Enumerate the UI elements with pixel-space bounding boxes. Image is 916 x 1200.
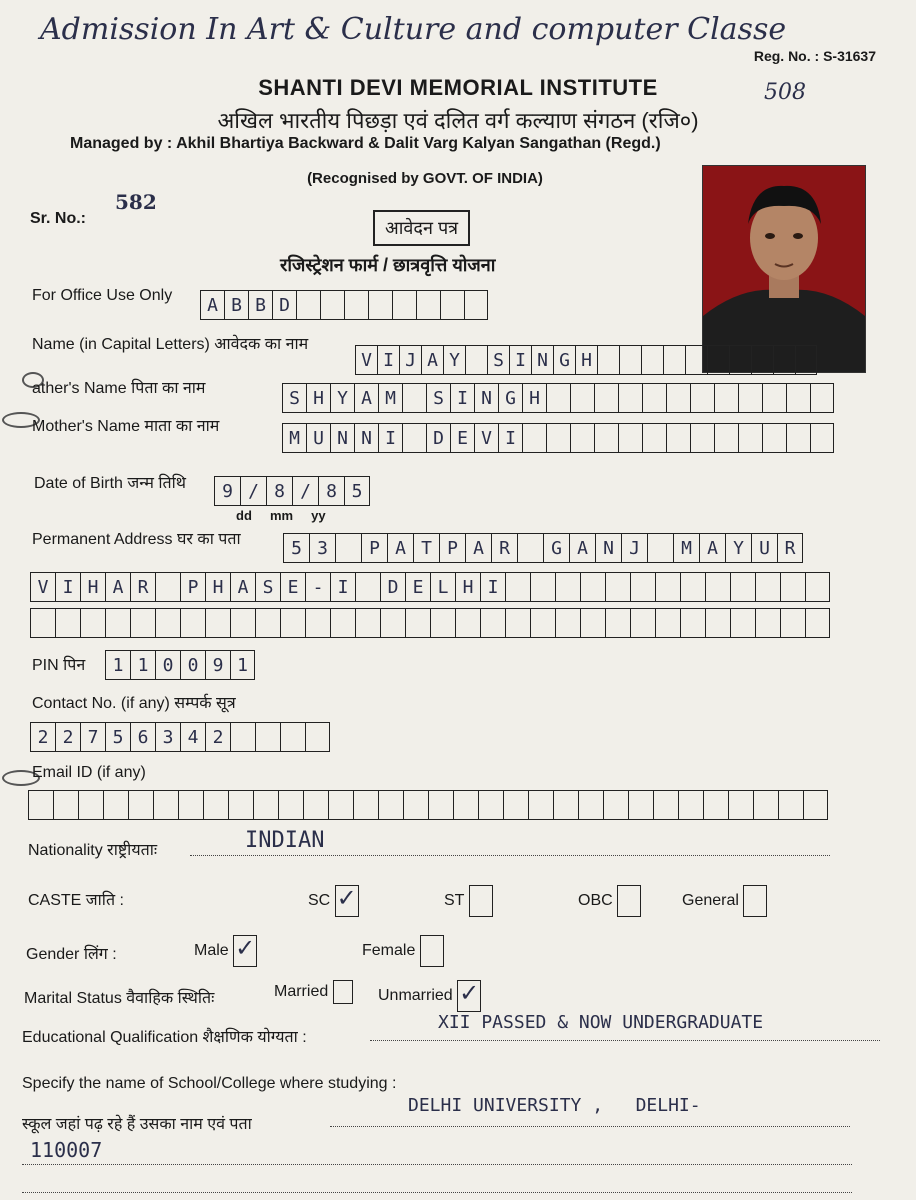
char-box[interactable]: [618, 383, 642, 413]
char-box[interactable]: H: [306, 383, 330, 413]
marital-unmarried-checkbox[interactable]: ✓: [457, 980, 481, 1012]
char-box[interactable]: [546, 383, 570, 413]
school-label-en: Specify the name of School/College where studying :: [22, 1075, 397, 1092]
char-box[interactable]: 4: [180, 722, 205, 752]
char-box[interactable]: [707, 345, 729, 375]
caste-sc[interactable]: [308, 885, 359, 917]
name-boxes[interactable]: [355, 345, 817, 375]
char-box[interactable]: N: [595, 533, 621, 563]
char-box[interactable]: E: [405, 572, 430, 602]
address-label: Permanent Address घर का पता: [32, 531, 241, 548]
caste-st[interactable]: [444, 885, 493, 917]
caste-sc-label: SC: [308, 892, 331, 910]
gender-male-label: Male: [194, 942, 229, 960]
char-box[interactable]: [103, 790, 128, 820]
char-box[interactable]: [680, 572, 705, 602]
char-box[interactable]: 6: [130, 722, 155, 752]
char-box[interactable]: [378, 790, 403, 820]
char-box[interactable]: [228, 790, 253, 820]
gender-male-checkbox[interactable]: ✓: [233, 935, 257, 967]
school-line3: [22, 1192, 852, 1193]
char-box[interactable]: [530, 608, 555, 638]
caste-obc-checkbox[interactable]: [617, 885, 641, 917]
char-box[interactable]: [786, 423, 810, 453]
char-box[interactable]: [180, 608, 205, 638]
email-label: Email ID (if any): [32, 764, 146, 781]
char-box[interactable]: H: [522, 383, 546, 413]
address-line1-boxes[interactable]: [283, 533, 803, 563]
gender-female[interactable]: [362, 935, 444, 967]
char-box[interactable]: [680, 608, 705, 638]
email-boxes[interactable]: [28, 790, 828, 820]
char-box[interactable]: 1: [230, 650, 255, 680]
char-box[interactable]: P: [439, 533, 465, 563]
dob-label: Date of Birth जन्म तिथि: [34, 475, 186, 492]
char-box[interactable]: [230, 608, 255, 638]
char-box[interactable]: R: [130, 572, 155, 602]
char-box[interactable]: B: [248, 290, 272, 320]
char-box[interactable]: M: [282, 423, 306, 453]
char-box[interactable]: [205, 608, 230, 638]
char-box[interactable]: [505, 608, 530, 638]
char-box[interactable]: [728, 790, 753, 820]
marital-married[interactable]: [274, 980, 353, 1004]
char-box[interactable]: [440, 290, 464, 320]
char-box[interactable]: S: [255, 572, 280, 602]
char-box[interactable]: A: [230, 572, 255, 602]
char-box[interactable]: [778, 790, 803, 820]
char-box[interactable]: 3: [309, 533, 335, 563]
char-box[interactable]: R: [491, 533, 517, 563]
char-box[interactable]: [405, 608, 430, 638]
char-box[interactable]: [320, 290, 344, 320]
char-box[interactable]: [178, 790, 203, 820]
contact-boxes[interactable]: [30, 722, 330, 752]
char-box[interactable]: U: [306, 423, 330, 453]
char-box[interactable]: I: [330, 572, 355, 602]
char-box[interactable]: [546, 423, 570, 453]
school-value2[interactable]: 110007: [30, 1138, 103, 1162]
gender-female-checkbox[interactable]: [420, 935, 444, 967]
reg-handwritten: 508: [764, 80, 806, 105]
char-box[interactable]: I: [377, 345, 399, 375]
char-box[interactable]: [296, 290, 320, 320]
char-box[interactable]: S: [426, 383, 450, 413]
char-box[interactable]: [630, 572, 655, 602]
char-box[interactable]: [416, 290, 440, 320]
char-box[interactable]: 2: [30, 722, 55, 752]
char-box[interactable]: H: [455, 572, 480, 602]
char-box[interactable]: [517, 533, 543, 563]
char-box[interactable]: /: [292, 476, 318, 506]
char-box[interactable]: [810, 383, 834, 413]
char-box[interactable]: [305, 722, 330, 752]
char-box[interactable]: T: [413, 533, 439, 563]
char-box[interactable]: [630, 608, 655, 638]
school-value1[interactable]: DELHI UNIVERSITY , DELHI-: [408, 1095, 701, 1116]
char-box[interactable]: [642, 423, 666, 453]
char-box[interactable]: [464, 290, 488, 320]
address-line2-boxes[interactable]: [30, 572, 830, 602]
char-box[interactable]: [580, 572, 605, 602]
char-box[interactable]: I: [498, 423, 522, 453]
char-box[interactable]: [128, 790, 153, 820]
char-box[interactable]: [666, 423, 690, 453]
address-line3-boxes[interactable]: [30, 608, 830, 638]
char-box[interactable]: 5: [344, 476, 370, 506]
char-box[interactable]: [28, 790, 53, 820]
school-line1: [330, 1126, 850, 1127]
char-box[interactable]: [730, 608, 755, 638]
nationality-label: Nationality राष्ट्रीयताः: [28, 842, 158, 859]
char-box[interactable]: [738, 383, 762, 413]
char-box[interactable]: 0: [180, 650, 205, 680]
char-box[interactable]: [762, 383, 786, 413]
char-box[interactable]: [738, 423, 762, 453]
char-box[interactable]: [255, 608, 280, 638]
char-box[interactable]: [751, 345, 773, 375]
char-box[interactable]: 1: [130, 650, 155, 680]
char-box[interactable]: [678, 790, 703, 820]
char-box[interactable]: [505, 572, 530, 602]
char-box[interactable]: I: [378, 423, 402, 453]
mother-label: Mother's Name माता का नाम: [32, 418, 220, 435]
char-box[interactable]: [705, 572, 730, 602]
char-box[interactable]: N: [531, 345, 553, 375]
char-box[interactable]: [594, 423, 618, 453]
char-box[interactable]: [597, 345, 619, 375]
caste-general[interactable]: [682, 885, 767, 917]
char-box[interactable]: [780, 608, 805, 638]
char-box[interactable]: 3: [155, 722, 180, 752]
char-box[interactable]: [705, 608, 730, 638]
char-box[interactable]: [730, 572, 755, 602]
gender-male[interactable]: [194, 935, 257, 967]
char-box[interactable]: V: [30, 572, 55, 602]
char-box[interactable]: [155, 572, 180, 602]
char-box[interactable]: [703, 790, 728, 820]
char-box[interactable]: [480, 608, 505, 638]
char-box[interactable]: N: [354, 423, 378, 453]
char-box[interactable]: S: [282, 383, 306, 413]
char-box[interactable]: [530, 572, 555, 602]
char-box[interactable]: [130, 608, 155, 638]
char-box[interactable]: [555, 572, 580, 602]
char-box[interactable]: [685, 345, 707, 375]
char-box[interactable]: [619, 345, 641, 375]
caste-general-label: General: [682, 892, 739, 910]
char-box[interactable]: [335, 533, 361, 563]
char-box[interactable]: [278, 790, 303, 820]
char-box[interactable]: [80, 608, 105, 638]
char-box[interactable]: G: [553, 345, 575, 375]
marital-unmarried[interactable]: [378, 980, 481, 1012]
char-box[interactable]: [203, 790, 228, 820]
char-box[interactable]: [330, 608, 355, 638]
nationality-line: [190, 855, 830, 856]
char-box[interactable]: [355, 608, 380, 638]
char-box[interactable]: G: [498, 383, 522, 413]
char-box[interactable]: [663, 345, 685, 375]
marital-married-checkbox[interactable]: [333, 980, 353, 1004]
char-box[interactable]: [355, 572, 380, 602]
char-box[interactable]: [153, 790, 178, 820]
char-box[interactable]: 5: [283, 533, 309, 563]
char-box[interactable]: G: [543, 533, 569, 563]
char-box[interactable]: [344, 290, 368, 320]
char-box[interactable]: A: [354, 383, 378, 413]
char-box[interactable]: [428, 790, 453, 820]
char-box[interactable]: [478, 790, 503, 820]
char-box[interactable]: H: [80, 572, 105, 602]
char-box[interactable]: D: [272, 290, 296, 320]
char-box[interactable]: [690, 383, 714, 413]
char-box[interactable]: A: [387, 533, 413, 563]
caste-general-checkbox[interactable]: [743, 885, 767, 917]
char-box[interactable]: Y: [330, 383, 354, 413]
char-box[interactable]: /: [240, 476, 266, 506]
char-box[interactable]: J: [621, 533, 647, 563]
char-box[interactable]: [578, 790, 603, 820]
father-label: ather's Name पिता का नाम: [32, 380, 206, 397]
char-box[interactable]: N: [474, 383, 498, 413]
char-box[interactable]: M: [673, 533, 699, 563]
char-box[interactable]: [603, 790, 628, 820]
char-box[interactable]: [805, 572, 830, 602]
char-box[interactable]: Y: [725, 533, 751, 563]
dob-boxes[interactable]: [214, 476, 370, 506]
char-box[interactable]: [786, 383, 810, 413]
char-box[interactable]: -: [305, 572, 330, 602]
char-box[interactable]: [773, 345, 795, 375]
school-line2: [22, 1164, 852, 1165]
reg-number: Reg. No. : S-31637: [753, 48, 876, 64]
char-box[interactable]: [810, 423, 834, 453]
char-box[interactable]: I: [509, 345, 531, 375]
char-box[interactable]: [653, 790, 678, 820]
mother-name-boxes[interactable]: [282, 423, 834, 453]
char-box[interactable]: [755, 608, 780, 638]
char-box[interactable]: [353, 790, 378, 820]
education-label: Educational Qualification शैक्षणिक योग्यता :: [22, 1029, 307, 1046]
char-box[interactable]: P: [361, 533, 387, 563]
char-box[interactable]: [605, 608, 630, 638]
char-box[interactable]: M: [378, 383, 402, 413]
char-box[interactable]: [690, 423, 714, 453]
char-box[interactable]: [729, 345, 751, 375]
char-box[interactable]: N: [330, 423, 354, 453]
char-box[interactable]: [605, 572, 630, 602]
char-box[interactable]: [253, 790, 278, 820]
caste-sc-checkbox[interactable]: ✓: [335, 885, 359, 917]
char-box[interactable]: [553, 790, 578, 820]
char-box[interactable]: [503, 790, 528, 820]
char-box[interactable]: 5: [105, 722, 130, 752]
char-box[interactable]: [628, 790, 653, 820]
char-box[interactable]: [280, 608, 305, 638]
char-box[interactable]: [555, 608, 580, 638]
char-box[interactable]: [655, 572, 680, 602]
char-box[interactable]: I: [55, 572, 80, 602]
nationality-value[interactable]: INDIAN: [245, 828, 325, 853]
contact-label: Contact No. (if any) सम्पर्क सूत्र: [32, 695, 236, 712]
recognised-line: (Recognised by GOVT. OF INDIA): [307, 170, 543, 187]
char-box[interactable]: [255, 722, 280, 752]
char-box[interactable]: 9: [214, 476, 240, 506]
char-box[interactable]: [594, 383, 618, 413]
caste-obc[interactable]: [578, 885, 641, 917]
char-box[interactable]: 8: [318, 476, 344, 506]
marital-married-label: Married: [274, 983, 329, 1001]
char-box[interactable]: 9: [205, 650, 230, 680]
father-name-boxes[interactable]: [282, 383, 834, 413]
pin-boxes[interactable]: [105, 650, 255, 680]
char-box[interactable]: [618, 423, 642, 453]
char-box[interactable]: [762, 423, 786, 453]
char-box[interactable]: A: [465, 533, 491, 563]
char-box[interactable]: [53, 790, 78, 820]
char-box[interactable]: [392, 290, 416, 320]
char-box[interactable]: [714, 423, 738, 453]
char-box[interactable]: [305, 608, 330, 638]
handwritten-title: Admission In Art & Culture and computer Classe: [40, 12, 787, 47]
char-box[interactable]: 2: [55, 722, 80, 752]
char-box[interactable]: [522, 423, 546, 453]
form-title: रजिस्ट्रेशन फार्म / छात्रवृत्ति योजना: [280, 255, 496, 275]
caste-st-checkbox[interactable]: [469, 885, 493, 917]
char-box[interactable]: [78, 790, 103, 820]
education-line: [370, 1040, 880, 1041]
char-box[interactable]: U: [751, 533, 777, 563]
char-box[interactable]: D: [380, 572, 405, 602]
marital-unmarried-label: Unmarried: [378, 987, 453, 1005]
dob-format: dd mm yy: [236, 508, 326, 523]
char-box[interactable]: [580, 608, 605, 638]
char-box[interactable]: H: [575, 345, 597, 375]
char-box[interactable]: L: [430, 572, 455, 602]
serial-value: 582: [115, 190, 157, 214]
char-box[interactable]: [303, 790, 328, 820]
char-box[interactable]: [795, 345, 817, 375]
marital-label: Marital Status वैवाहिक स्थितिः: [24, 990, 215, 1007]
char-box[interactable]: [570, 383, 594, 413]
char-box[interactable]: 8: [266, 476, 292, 506]
char-box[interactable]: [805, 608, 830, 638]
name-label: Name (in Capital Letters) आवेदक का नाम: [32, 336, 309, 353]
char-box[interactable]: P: [180, 572, 205, 602]
char-box[interactable]: [642, 383, 666, 413]
char-box[interactable]: [453, 790, 478, 820]
school-label-hi: स्कूल जहां पढ़ रहे हैं उसका नाम एवं पता: [22, 1116, 252, 1133]
char-box[interactable]: [328, 790, 353, 820]
char-box[interactable]: [380, 608, 405, 638]
char-box[interactable]: A: [105, 572, 130, 602]
char-box[interactable]: [105, 608, 130, 638]
char-box[interactable]: [570, 423, 594, 453]
applicant-photo: [702, 165, 866, 373]
char-box[interactable]: [155, 608, 180, 638]
char-box[interactable]: [714, 383, 738, 413]
char-box[interactable]: B: [224, 290, 248, 320]
char-box[interactable]: [368, 290, 392, 320]
char-box[interactable]: 2: [205, 722, 230, 752]
char-box[interactable]: [753, 790, 778, 820]
gender-label: Gender लिंग :: [26, 946, 117, 963]
education-value[interactable]: XII PASSED & NOW UNDERGRADUATE: [438, 1012, 764, 1033]
char-box[interactable]: A: [421, 345, 443, 375]
caste-label: CASTE जाति :: [28, 892, 124, 909]
office-use-boxes[interactable]: [200, 290, 488, 320]
char-box[interactable]: V: [474, 423, 498, 453]
char-box[interactable]: D: [426, 423, 450, 453]
char-box[interactable]: [430, 608, 455, 638]
office-use-label: For Office Use Only: [32, 287, 173, 304]
char-box[interactable]: [647, 533, 673, 563]
char-box[interactable]: I: [480, 572, 505, 602]
char-box[interactable]: A: [569, 533, 595, 563]
char-box[interactable]: I: [450, 383, 474, 413]
char-box[interactable]: [280, 722, 305, 752]
application-badge: आवेदन पत्र: [373, 210, 470, 246]
char-box[interactable]: 1: [105, 650, 130, 680]
serial-label: Sr. No.:: [30, 210, 87, 227]
managed-by: Managed by : Akhil Bhartiya Backward & Dalit Varg Kalyan Sangathan (Regd.): [70, 135, 661, 152]
char-box[interactable]: [403, 790, 428, 820]
char-box[interactable]: [55, 608, 80, 638]
char-box[interactable]: V: [355, 345, 377, 375]
caste-obc-label: OBC: [578, 892, 613, 910]
char-box[interactable]: 0: [155, 650, 180, 680]
char-box[interactable]: [402, 383, 426, 413]
pin-label: PIN पिन: [32, 657, 86, 674]
char-box[interactable]: [455, 608, 480, 638]
char-box[interactable]: R: [777, 533, 803, 563]
char-box[interactable]: A: [699, 533, 725, 563]
char-box[interactable]: H: [205, 572, 230, 602]
char-box[interactable]: [803, 790, 828, 820]
char-box[interactable]: S: [487, 345, 509, 375]
char-box[interactable]: A: [200, 290, 224, 320]
char-box[interactable]: [402, 423, 426, 453]
gender-female-label: Female: [362, 942, 416, 960]
caste-st-label: ST: [444, 892, 465, 910]
char-box[interactable]: [641, 345, 663, 375]
char-box[interactable]: Y: [443, 345, 465, 375]
char-box[interactable]: [755, 572, 780, 602]
char-box[interactable]: [528, 790, 553, 820]
institute-name: SHANTI DEVI MEMORIAL INSTITUTE: [258, 75, 658, 100]
char-box[interactable]: [230, 722, 255, 752]
char-box[interactable]: [666, 383, 690, 413]
hindi-organization: अखिल भारतीय पिछड़ा एवं दलित वर्ग कल्याण संगठन (रजि०): [217, 108, 699, 133]
char-box[interactable]: [30, 608, 55, 638]
char-box[interactable]: J: [399, 345, 421, 375]
char-box[interactable]: E: [450, 423, 474, 453]
char-box[interactable]: E: [280, 572, 305, 602]
char-box[interactable]: [465, 345, 487, 375]
char-box[interactable]: 7: [80, 722, 105, 752]
char-box[interactable]: [780, 572, 805, 602]
char-box[interactable]: [655, 608, 680, 638]
